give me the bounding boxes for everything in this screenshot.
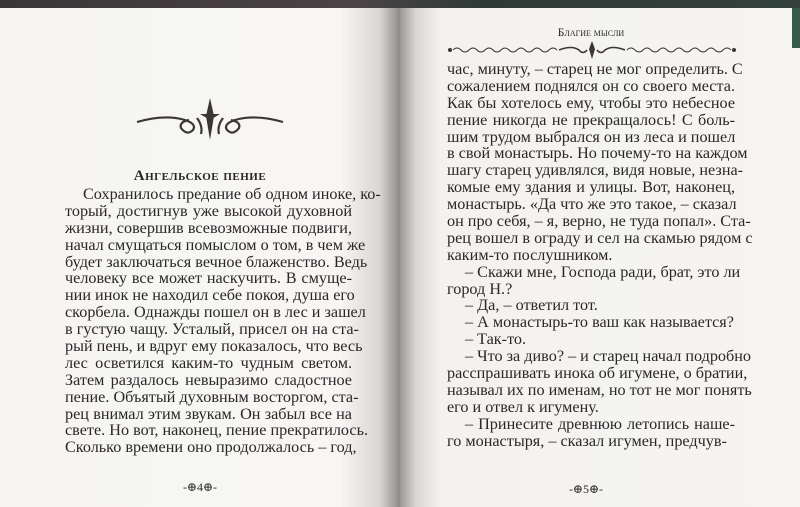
- text-line: каким-то послушником.: [447, 245, 613, 264]
- ornament-icon: [135, 96, 285, 142]
- right-body-text: [447, 60, 753, 450]
- page-number: 4: [197, 480, 203, 494]
- text-line: Сколько времени оно продолжалось – год,: [65, 438, 357, 457]
- scan-top-edge: [0, 0, 800, 8]
- page-number-left: [166, 480, 234, 495]
- text-line: – Принесите древнюю летопись наше-: [465, 414, 735, 433]
- text-line: сожалением поднялся он со своего места.: [447, 76, 735, 95]
- page-ornament-icon: -⊕: [182, 480, 197, 494]
- text-line: лес осветился каким-то чудным светом.: [65, 353, 352, 372]
- text-line: рый пень, и вдруг ему показалось, что весь: [65, 337, 363, 356]
- header-rule-ornament-icon: [447, 40, 737, 60]
- left-page: [0, 8, 400, 507]
- page-number: 5: [583, 482, 589, 496]
- text-line: будет заключаться вечное блаженство. Ведь: [65, 252, 368, 271]
- text-line: – Да, – ответил тот.: [465, 296, 598, 315]
- cover-edge: [792, 8, 800, 48]
- left-body-text: [65, 185, 381, 457]
- text-line: скорбела. Однажды пошел он в лес и зашел: [65, 303, 366, 322]
- text-line: – Скажи мне, Господа ради, брат, это ли: [465, 262, 741, 281]
- text-line: монастырь. «Да что же это такое, – сказал: [447, 195, 737, 214]
- text-line: час, минуту, – старец не мог определить. С: [447, 60, 743, 78]
- page-number-right: [556, 482, 616, 497]
- text-line: Затем раздалось невыразимо сладостное: [65, 370, 352, 389]
- text-line: – Что за диво? – и старец начал подробно: [465, 347, 752, 366]
- text-line: – Так-то.: [465, 330, 527, 349]
- text-line: шим трудом выбрался он из леса и пошел: [447, 127, 736, 146]
- text-line: в густую чащу. Усталый, присел он на ста-: [65, 320, 359, 339]
- text-line: расспрашивать инока об игумене, о братии,: [447, 364, 748, 383]
- text-line: – А монастырь-то ваш как называется?: [465, 313, 734, 332]
- text-line: жизни, совершив всевозможные подвиги,: [65, 218, 352, 237]
- text-line: Как бы хотелось ему, чтобы это небесное: [447, 93, 735, 112]
- page-ornament-icon: ⊕-: [203, 480, 218, 494]
- text-line: человеку все может наскучить. В смуще-: [65, 269, 352, 288]
- text-line: рец внимал этим звукам. Он забыл все на: [65, 404, 352, 423]
- text-line: пение никогда не прекращалось! С боль-: [447, 110, 735, 129]
- chapter-title: Ангельское пение: [133, 168, 267, 184]
- text-line: го монастыря, – сказал игумен, предчув-: [447, 431, 727, 450]
- text-line: город Н.?: [447, 279, 513, 298]
- page-ornament-icon: ⊕-: [589, 482, 604, 496]
- text-line: он про себя, – я, верно, не туда попал». Ста-: [447, 212, 751, 231]
- text-line: Сохранилось предание об одном иноке, ко-: [83, 185, 381, 203]
- text-line: пение. Объятый духовным восторгом, ста-: [65, 387, 359, 406]
- text-line: в свой монастырь. Но почему-то на каждом: [447, 144, 748, 163]
- page-ornament-icon: -⊕: [568, 482, 583, 496]
- text-line: называл их по именам, но тот не мог понять: [447, 380, 752, 399]
- text-line: его и отвел к игумену.: [447, 397, 599, 416]
- running-header: Благие мысли: [557, 27, 625, 39]
- text-line: свете. Но вот, наконец, пение прекратилось.: [65, 421, 369, 440]
- text-line: начал смущаться помыслом о том, в чем же: [65, 235, 366, 254]
- text-line: нии инок не находил себе покоя, душа его: [65, 286, 355, 305]
- text-line: комые ему здания и улицы. Вот, наконец,: [447, 178, 735, 197]
- text-line: рец вошел в ограду и сел на скамью рядом с: [447, 228, 753, 247]
- text-line: шагу старец удивлялся, видя новые, незна-: [447, 161, 744, 180]
- text-line: торый, достигнув уже высокой духовной: [65, 201, 352, 220]
